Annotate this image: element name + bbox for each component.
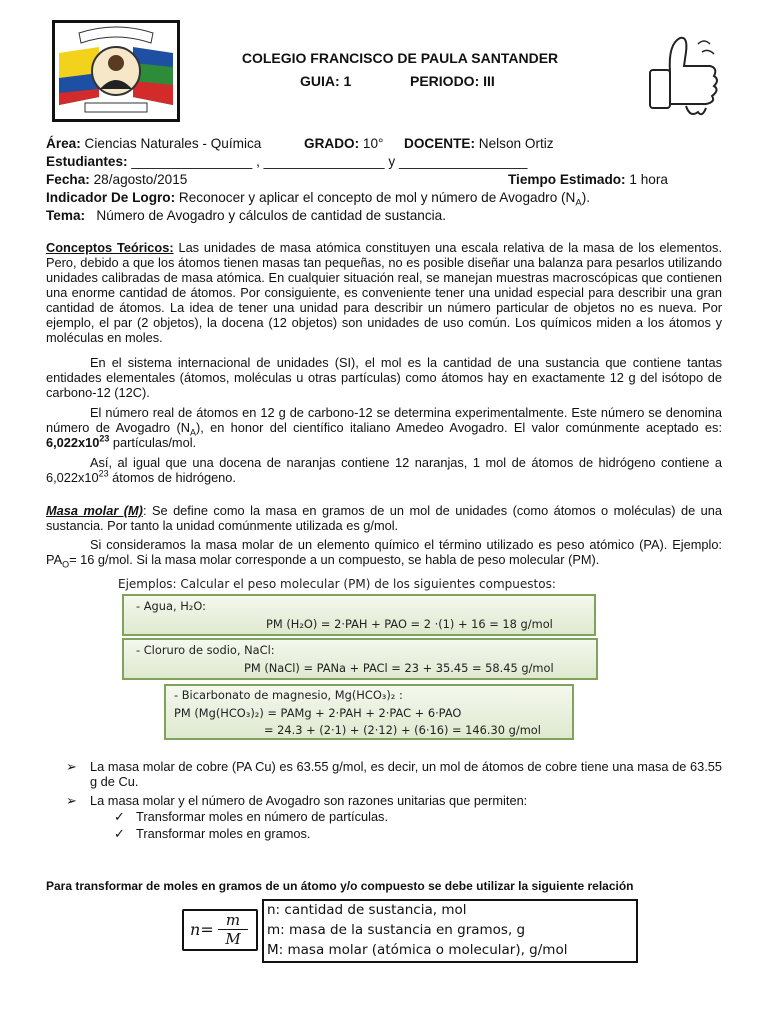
molar-paragraph-2 xyxy=(46,537,722,570)
grade-label: GRADO: xyxy=(304,136,360,151)
example-water-name: - Agua, H₂O: xyxy=(136,599,206,613)
arrow-bullet-icon: ➢ xyxy=(66,759,77,774)
topic-value: Número de Avogadro y cálculos de cantidad de sustancia. xyxy=(96,208,447,223)
avogadro-subscript: A xyxy=(189,427,196,438)
formula-n: n xyxy=(190,920,201,939)
date-row xyxy=(46,172,187,187)
avogadro-exponent: 23 xyxy=(99,433,110,444)
school-name: COLEGIO FRANCISCO DE PAULA SANTANDER xyxy=(241,50,559,66)
example-nacl-formula: PM (NaCl) = PANa + PACl = 23 + 35.45 = 58.45 g/mol xyxy=(244,661,554,675)
students-row xyxy=(46,154,528,169)
students-blanks: ________________ , ________________ y _________________ xyxy=(131,154,528,169)
avogadro-value: 6,022x10 xyxy=(46,435,100,450)
school-crest-icon xyxy=(55,23,177,119)
oranges-text-b: átomos de hidrógeno. xyxy=(108,470,236,485)
area-value: Ciencias Naturales - Química xyxy=(84,136,262,151)
molar-paragraph-1 xyxy=(46,503,722,533)
teacher-value: Nelson Ortiz xyxy=(478,136,554,151)
legend-n: n: cantidad de sustancia, mol xyxy=(267,902,467,918)
students-label: Estudiantes: xyxy=(46,154,128,169)
guide-number: GUIA: 1 xyxy=(300,73,352,89)
date-value: 28/agosto/2015 xyxy=(93,172,188,187)
teacher-row xyxy=(404,136,554,151)
check-item-grams: Transformar moles en gramos. xyxy=(136,826,311,841)
molar-text-1: : Se define como la masa en gramos de un mol de unidades (como átomos o moléculas) de una sustancia. Por tanto la unidad comúnmente utilizada es g/mol. xyxy=(46,503,722,533)
molar-subscript: O xyxy=(62,559,70,570)
oranges-exponent: 23 xyxy=(98,468,109,479)
concepts-paragraph-1 xyxy=(46,240,722,345)
time-value: 1 hora xyxy=(629,172,668,187)
molar-text-2a: Si consideramos la masa molar de un elemento químico el término utilizado es peso atómico (PA). Ejemplo: PA xyxy=(46,537,722,567)
legend-m: m: masa de la sustancia en gramos, g xyxy=(267,922,526,938)
example-nacl-box xyxy=(122,638,598,680)
area-label: Área: xyxy=(46,136,81,151)
concepts-heading: Conceptos Teóricos: xyxy=(46,240,174,255)
concepts-paragraph-3 xyxy=(46,405,722,450)
molar-text-2b: = 16 g/mol. Si la masa molar corresponde a un compuesto, se habla de peso molecular (PM). xyxy=(69,552,600,567)
example-bicarbonate-formula-1: PM (Mg(HCO₃)₂) = PAMg + 2·PAH + 2·PAC + 6·PAO xyxy=(174,706,462,720)
info-row-area xyxy=(46,136,261,151)
checkmark-icon: ✓ xyxy=(114,826,125,841)
bullet-ratios: La masa molar y el número de Avogadro son razones unitarias que permiten: xyxy=(90,793,528,808)
school-logo xyxy=(52,20,180,122)
goal-row xyxy=(46,190,591,209)
check-item-particles: Transformar moles en número de partículas. xyxy=(136,809,389,824)
goal-subscript: A xyxy=(575,197,582,209)
example-water-formula: PM (H₂O) = 2·PAH + PAO = 2 ·(1) + 16 = 18 g/mol xyxy=(266,617,553,631)
legend-box xyxy=(262,899,638,963)
example-nacl-name: - Cloruro de sodio, NaCl: xyxy=(136,643,275,657)
goal-label: Indicador De Logro: xyxy=(46,190,176,205)
bullet-copper: La masa molar de cobre (PA Cu) es 63.55 g/mol, es decir, un mol de átomos de cobre tiene una masa de 63.55 g de Cu. xyxy=(90,759,722,789)
concepts-paragraph-2: En el sistema internacional de unidades (SI), el mol es la cantidad de una sustancia que contiene tantas entidades elementales (átomos, moléculas u otras partículas) como átomos hay en exactamente 12 g del isótopo de carbono-12 (12C). xyxy=(46,355,722,400)
thumbs-up-icon xyxy=(640,32,724,125)
molar-heading: Masa molar (M) xyxy=(46,503,143,518)
formula-denominator: M xyxy=(225,930,241,948)
concepts-text-1: Las unidades de masa atómica constituyen una escala relativa de la masa de los elementos. Pero, debido a que los átomos tienen masas tan pequeñas, no es posible diseñar una balanza para pesarlos utilizando unidades calibradas de masa atómica. En cualquier situación real, se manejan muestras macroscópicas que contienen una enorme cantidad de átomos. Por consiguiente, es conveniente tener una unidad especial para describir una gran cantidad de átomos. La idea de tener una unidad para describir un número particular de objetos no es nueva. Por ejemplo, el par (2 objetos), la docena (12 objetos) son unidades de uso común. Los químicos miden a los átomos y moléculas en moles. xyxy=(46,240,722,345)
formula-lhs: n= xyxy=(190,920,214,939)
examples-title: Ejemplos: Calcular el peso molecular (PM) de los siguientes compuestos: xyxy=(118,577,556,591)
date-label: Fecha: xyxy=(46,172,90,187)
formula-box xyxy=(182,909,258,951)
oranges-text-a: Así, al igual que una docena de naranjas contiene 12 naranjas, 1 mol de átomos de hidrógeno contiene a 6,022x10 xyxy=(46,455,722,485)
goal-end: ). xyxy=(581,190,591,205)
arrow-bullet-icon: ➢ xyxy=(66,793,77,808)
time-row xyxy=(508,172,668,187)
period-label: PERIODO: III xyxy=(410,73,495,89)
goal-value: Reconocer y aplicar el concepto de mol y número de Avogadro (N xyxy=(178,190,576,205)
avogadro-text-b: ), en honor del científico italiano Amedeo Avogadro. El valor comúnmente aceptado es: xyxy=(195,420,723,435)
legend-M: M: masa molar (atómica o molecular), g/mol xyxy=(267,942,568,958)
grade-row xyxy=(304,136,383,151)
topic-label: Tema: xyxy=(46,208,86,223)
concepts-paragraph-4 xyxy=(46,455,722,485)
avogadro-text-c: partículas/mol. xyxy=(109,435,197,450)
example-water-box xyxy=(122,594,596,636)
example-bicarbonate-box xyxy=(164,684,574,740)
avogadro-text-a: El número real de átomos en 12 g de carbono-12 se determina experimentalmente. Este número se denomina número de Avogadro (N xyxy=(46,405,722,435)
time-label: Tiempo Estimado: xyxy=(508,172,626,187)
formula-numerator: m xyxy=(218,911,248,930)
example-bicarbonate-formula-2: = 24.3 + (2·1) + (2·12) + (6·16) = 146.30 g/mol xyxy=(264,723,541,737)
relation-heading: Para transformar de moles en gramos de un átomo y/o compuesto se debe utilizar la siguiente relación xyxy=(46,879,634,893)
checkmark-icon: ✓ xyxy=(114,809,125,824)
teacher-label: DOCENTE: xyxy=(404,136,475,151)
example-bicarbonate-name: - Bicarbonato de magnesio, Mg(HCO₃)₂ : xyxy=(174,688,403,702)
topic-row xyxy=(46,208,446,223)
grade-value: 10° xyxy=(362,136,384,151)
